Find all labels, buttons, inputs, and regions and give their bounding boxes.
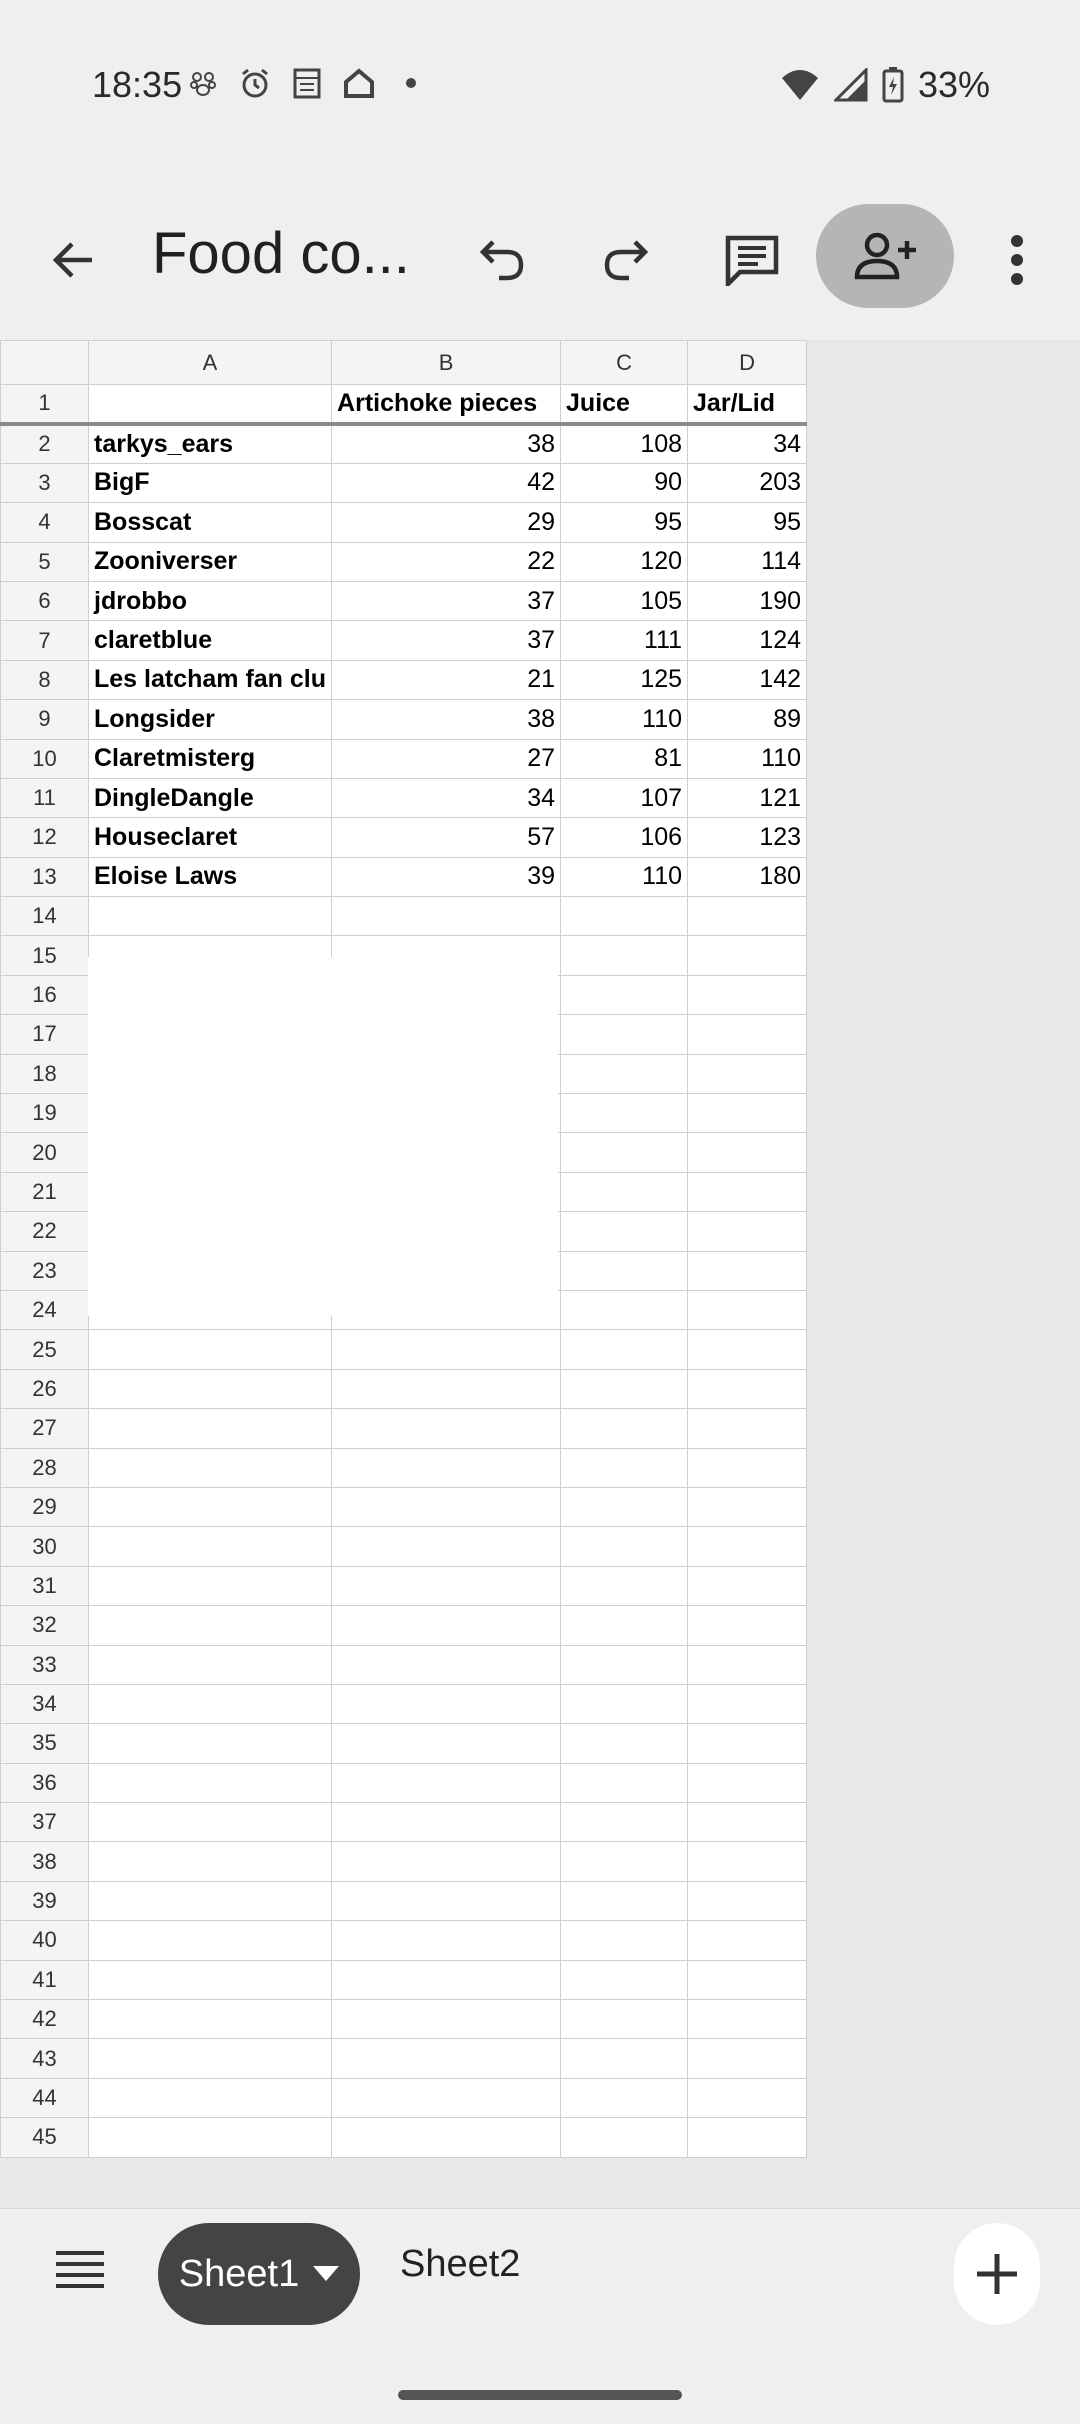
row-header[interactable]: 14 <box>1 897 89 936</box>
row-header[interactable]: 30 <box>1 1527 89 1566</box>
cell-d[interactable] <box>688 1448 807 1487</box>
cell-c[interactable] <box>561 1566 688 1605</box>
cell-d[interactable]: 121 <box>688 778 807 817</box>
blank-overlay-area <box>88 957 558 1316</box>
tab-sheet1[interactable] <box>158 2223 360 2325</box>
cell-a[interactable] <box>89 897 332 936</box>
cell-c[interactable]: 106 <box>561 818 688 857</box>
table-row[interactable] <box>1 1724 807 1763</box>
cell-d[interactable]: 180 <box>688 857 807 896</box>
undo-icon <box>477 238 527 282</box>
redo-button[interactable] <box>584 180 668 340</box>
cell-d[interactable] <box>688 1803 807 1842</box>
cell-b[interactable] <box>332 1369 561 1408</box>
cell-c[interactable] <box>561 1763 688 1802</box>
row-header[interactable]: 20 <box>1 1133 89 1172</box>
cell-a[interactable]: DingleDangle <box>89 778 332 817</box>
cell-c[interactable] <box>561 1803 688 1842</box>
row-header[interactable]: 1 <box>1 385 89 424</box>
cell-a[interactable] <box>89 1921 332 1960</box>
cell-a[interactable] <box>89 1684 332 1723</box>
cell-d[interactable]: 142 <box>688 660 807 699</box>
cell-a[interactable] <box>89 1724 332 1763</box>
cell-a[interactable] <box>89 1881 332 1920</box>
list-icon <box>54 2249 106 2293</box>
cell-d[interactable] <box>688 1290 807 1329</box>
table-row[interactable] <box>1 1803 807 1842</box>
row-header[interactable]: 42 <box>1 2000 89 2039</box>
column-header-a[interactable]: A <box>89 341 332 385</box>
cell-b[interactable] <box>332 1487 561 1526</box>
cell-c[interactable]: 110 <box>561 700 688 739</box>
table-row[interactable] <box>1 1566 807 1605</box>
row-header[interactable]: 32 <box>1 1606 89 1645</box>
cell-d[interactable]: 110 <box>688 739 807 778</box>
cell-c[interactable] <box>561 1133 688 1172</box>
cell-d[interactable] <box>688 1487 807 1526</box>
more-options-button[interactable] <box>990 180 1044 340</box>
cell-d[interactable] <box>688 2078 807 2117</box>
table-row[interactable] <box>1 621 807 660</box>
table-row[interactable] <box>1 2000 807 2039</box>
cell-c[interactable]: 110 <box>561 857 688 896</box>
cell-c[interactable]: 120 <box>561 542 688 581</box>
cell-b[interactable] <box>332 897 561 936</box>
cell-c[interactable] <box>561 2118 688 2157</box>
table-row[interactable] <box>1 1409 807 1448</box>
cell-a[interactable] <box>89 1803 332 1842</box>
cell-a[interactable] <box>89 2078 332 2117</box>
cell-d[interactable]: 123 <box>688 818 807 857</box>
cell-a[interactable]: jdrobbo <box>89 581 332 620</box>
cell-a[interactable] <box>89 1606 332 1645</box>
cell-d[interactable]: Jar/Lid <box>688 385 807 424</box>
cell-a[interactable] <box>89 1842 332 1881</box>
row-header[interactable]: 7 <box>1 621 89 660</box>
select-all-corner[interactable] <box>1 341 89 385</box>
cell-b[interactable] <box>332 2000 561 2039</box>
cell-d[interactable] <box>688 1842 807 1881</box>
cell-b[interactable] <box>332 1527 561 1566</box>
add-person-icon <box>853 231 917 281</box>
cell-b[interactable]: 34 <box>332 778 561 817</box>
cell-c[interactable] <box>561 1881 688 1920</box>
paw-icon <box>188 68 218 98</box>
table-row[interactable] <box>1 1842 807 1881</box>
cell-a[interactable] <box>89 1487 332 1526</box>
cell-d[interactable] <box>688 1684 807 1723</box>
cell-b[interactable]: 42 <box>332 463 561 502</box>
cell-b[interactable] <box>332 1960 561 1999</box>
cell-a[interactable] <box>89 385 332 424</box>
cell-b[interactable] <box>332 1566 561 1605</box>
cell-b[interactable]: 27 <box>332 739 561 778</box>
sheet-tabs-bar <box>0 2208 1080 2339</box>
cell-c[interactable] <box>561 936 688 975</box>
table-row[interactable] <box>1 1881 807 1920</box>
cell-c[interactable] <box>561 1094 688 1133</box>
cell-d[interactable]: 203 <box>688 463 807 502</box>
table-row[interactable] <box>1 1369 807 1408</box>
cell-a[interactable]: claretblue <box>89 621 332 660</box>
plus-icon <box>975 2252 1019 2296</box>
row-header[interactable]: 18 <box>1 1054 89 1093</box>
row-header[interactable]: 15 <box>1 936 89 975</box>
cell-a[interactable] <box>89 1566 332 1605</box>
row-header[interactable]: 39 <box>1 1881 89 1920</box>
cell-b[interactable] <box>332 1921 561 1960</box>
column-header-d[interactable]: D <box>688 341 807 385</box>
cell-d[interactable] <box>688 2118 807 2157</box>
alarm-icon <box>238 66 272 100</box>
row-header[interactable]: 26 <box>1 1369 89 1408</box>
cell-a[interactable] <box>89 1330 332 1369</box>
signal-icon <box>834 68 868 102</box>
cell-a[interactable] <box>89 1763 332 1802</box>
table-row[interactable] <box>1 1960 807 1999</box>
cell-d[interactable] <box>688 1133 807 1172</box>
cell-d[interactable]: 89 <box>688 700 807 739</box>
cell-c[interactable]: 90 <box>561 463 688 502</box>
row-header[interactable]: 17 <box>1 1015 89 1054</box>
cell-a[interactable]: Zooniverser <box>89 542 332 581</box>
cell-b[interactable]: 38 <box>332 700 561 739</box>
cell-d[interactable] <box>688 1527 807 1566</box>
cell-b[interactable] <box>332 2118 561 2157</box>
cell-c[interactable]: 105 <box>561 581 688 620</box>
cell-a[interactable]: Bosscat <box>89 503 332 542</box>
row-header[interactable]: 24 <box>1 1290 89 1329</box>
cell-d[interactable] <box>688 975 807 1014</box>
row-header[interactable]: 22 <box>1 1212 89 1251</box>
row-header[interactable]: 28 <box>1 1448 89 1487</box>
cell-c[interactable]: 81 <box>561 739 688 778</box>
cell-d[interactable] <box>688 1212 807 1251</box>
cell-d[interactable] <box>688 1054 807 1093</box>
undo-button[interactable] <box>460 180 544 340</box>
table-row[interactable] <box>1 542 807 581</box>
spreadsheet-grid[interactable] <box>0 340 1080 2208</box>
more-vert-icon <box>1010 235 1024 285</box>
cell-b[interactable] <box>332 1842 561 1881</box>
add-sheet-button[interactable] <box>954 2223 1040 2325</box>
row-header[interactable]: 29 <box>1 1487 89 1526</box>
cell-a[interactable]: BigF <box>89 463 332 502</box>
cell-c[interactable] <box>561 1645 688 1684</box>
dropdown-arrow-icon <box>313 2266 339 2282</box>
cell-d[interactable]: 34 <box>688 424 807 463</box>
table-row[interactable] <box>1 857 807 896</box>
row-header[interactable]: 36 <box>1 1763 89 1802</box>
cell-c[interactable] <box>561 1015 688 1054</box>
cell-d[interactable] <box>688 1763 807 1802</box>
column-header-b[interactable]: B <box>332 341 561 385</box>
cell-d[interactable] <box>688 1409 807 1448</box>
cell-d[interactable] <box>688 2039 807 2078</box>
cell-b[interactable] <box>332 1448 561 1487</box>
cell-c[interactable] <box>561 1448 688 1487</box>
status-bar <box>0 0 1080 180</box>
table-row[interactable] <box>1 818 807 857</box>
cell-b[interactable]: 37 <box>332 621 561 660</box>
cell-a[interactable] <box>89 1645 332 1684</box>
cell-c[interactable] <box>561 1369 688 1408</box>
cell-d[interactable] <box>688 1015 807 1054</box>
cell-c[interactable] <box>561 1842 688 1881</box>
status-time: 18:35 <box>92 64 183 105</box>
cell-b[interactable] <box>332 1724 561 1763</box>
redo-icon <box>601 238 651 282</box>
table-row[interactable] <box>1 778 807 817</box>
row-header[interactable]: 10 <box>1 739 89 778</box>
cell-b[interactable] <box>332 1606 561 1645</box>
row-header[interactable]: 3 <box>1 463 89 502</box>
cell-d[interactable] <box>688 1330 807 1369</box>
cell-c[interactable] <box>561 2000 688 2039</box>
table-row[interactable] <box>1 1645 807 1684</box>
table-row[interactable] <box>1 463 807 502</box>
calendar-icon <box>292 66 322 100</box>
wifi-icon <box>780 68 820 102</box>
back-arrow-icon <box>50 236 98 284</box>
row-header[interactable]: 31 <box>1 1566 89 1605</box>
cell-b[interactable] <box>332 1763 561 1802</box>
cell-d[interactable] <box>688 1369 807 1408</box>
cell-c[interactable] <box>561 897 688 936</box>
cell-a[interactable] <box>89 1527 332 1566</box>
cell-d[interactable] <box>688 1645 807 1684</box>
cell-c[interactable] <box>561 1251 688 1290</box>
row-header[interactable]: 34 <box>1 1684 89 1723</box>
row-header[interactable]: 13 <box>1 857 89 896</box>
share-button[interactable] <box>816 204 954 308</box>
row-header[interactable]: 16 <box>1 975 89 1014</box>
cell-d[interactable] <box>688 936 807 975</box>
cell-c[interactable]: 95 <box>561 503 688 542</box>
row-header[interactable]: 38 <box>1 1842 89 1881</box>
table-row[interactable] <box>1 385 807 424</box>
document-title[interactable]: Food co... <box>152 221 410 286</box>
cell-a[interactable] <box>89 2039 332 2078</box>
row-header[interactable]: 33 <box>1 1645 89 1684</box>
table-row[interactable] <box>1 2039 807 2078</box>
row-header[interactable]: 11 <box>1 778 89 817</box>
cell-c[interactable] <box>561 1172 688 1211</box>
row-header[interactable]: 6 <box>1 581 89 620</box>
table-row[interactable] <box>1 739 807 778</box>
column-header-c[interactable]: C <box>561 341 688 385</box>
cell-d[interactable] <box>688 1094 807 1133</box>
cell-c[interactable]: Juice <box>561 385 688 424</box>
cell-b[interactable]: 37 <box>332 581 561 620</box>
cell-b[interactable]: Artichoke pieces <box>332 385 561 424</box>
cell-d[interactable] <box>688 1881 807 1920</box>
row-header[interactable]: 5 <box>1 542 89 581</box>
row-header[interactable]: 41 <box>1 1960 89 1999</box>
table-row[interactable] <box>1 660 807 699</box>
more-notifications-dot <box>406 78 416 88</box>
cell-a[interactable] <box>89 2118 332 2157</box>
table-row[interactable] <box>1 424 807 463</box>
cell-c[interactable] <box>561 1409 688 1448</box>
cell-c[interactable] <box>561 1290 688 1329</box>
cell-a[interactable]: Les latcham fan clu <box>89 660 332 699</box>
cell-b[interactable] <box>332 1803 561 1842</box>
cell-b[interactable]: 39 <box>332 857 561 896</box>
battery-icon <box>882 67 904 103</box>
cell-a[interactable]: Eloise Laws <box>89 857 332 896</box>
row-header[interactable]: 8 <box>1 660 89 699</box>
table-row[interactable] <box>1 700 807 739</box>
cell-c[interactable] <box>561 1960 688 1999</box>
cell-d[interactable]: 114 <box>688 542 807 581</box>
tab-sheet2[interactable]: Sheet2 <box>400 2243 521 2285</box>
cell-c[interactable]: 107 <box>561 778 688 817</box>
cell-c[interactable] <box>561 2078 688 2117</box>
cell-a[interactable]: Claretmisterg <box>89 739 332 778</box>
cell-d[interactable] <box>688 1606 807 1645</box>
row-header[interactable]: 25 <box>1 1330 89 1369</box>
cell-c[interactable]: 125 <box>561 660 688 699</box>
battery-percentage: 33% <box>917 64 990 105</box>
cell-a[interactable] <box>89 1369 332 1408</box>
table-row[interactable] <box>1 503 807 542</box>
cell-c[interactable] <box>561 1724 688 1763</box>
cell-d[interactable] <box>688 1172 807 1211</box>
cell-c[interactable]: 108 <box>561 424 688 463</box>
cell-d[interactable] <box>688 1251 807 1290</box>
row-header[interactable]: 23 <box>1 1251 89 1290</box>
cell-b[interactable]: 29 <box>332 503 561 542</box>
cell-b[interactable] <box>332 2039 561 2078</box>
cell-b[interactable]: 22 <box>332 542 561 581</box>
cell-d[interactable] <box>688 1724 807 1763</box>
cell-c[interactable] <box>561 1487 688 1526</box>
cell-d[interactable] <box>688 2000 807 2039</box>
row-header[interactable]: 44 <box>1 2078 89 2117</box>
table-row[interactable] <box>1 1448 807 1487</box>
cell-b[interactable] <box>332 1684 561 1723</box>
row-header[interactable]: 27 <box>1 1409 89 1448</box>
comments-button[interactable] <box>710 180 794 340</box>
cell-a[interactable] <box>89 2000 332 2039</box>
cell-d[interactable] <box>688 1960 807 1999</box>
table-row[interactable] <box>1 2118 807 2157</box>
table-row[interactable] <box>1 2078 807 2117</box>
cell-a[interactable]: tarkys_ears <box>89 424 332 463</box>
table-row[interactable] <box>1 1330 807 1369</box>
cell-d[interactable] <box>688 1566 807 1605</box>
cell-d[interactable] <box>688 1921 807 1960</box>
cell-b[interactable] <box>332 1409 561 1448</box>
cell-b[interactable]: 38 <box>332 424 561 463</box>
cell-d[interactable]: 124 <box>688 621 807 660</box>
home-gesture-handle[interactable] <box>398 2390 682 2400</box>
row-header[interactable]: 4 <box>1 503 89 542</box>
cell-a[interactable] <box>89 1448 332 1487</box>
cell-b[interactable] <box>332 1881 561 1920</box>
row-header[interactable]: 9 <box>1 700 89 739</box>
row-header[interactable]: 19 <box>1 1094 89 1133</box>
cell-b[interactable]: 21 <box>332 660 561 699</box>
cell-a[interactable] <box>89 1960 332 1999</box>
row-header[interactable]: 35 <box>1 1724 89 1763</box>
cell-a[interactable] <box>89 1409 332 1448</box>
all-sheets-button[interactable] <box>54 2249 106 2298</box>
cell-c[interactable] <box>561 1527 688 1566</box>
comment-icon <box>724 234 780 286</box>
back-button[interactable] <box>32 180 116 340</box>
cell-c[interactable] <box>561 975 688 1014</box>
cell-a[interactable]: Longsider <box>89 700 332 739</box>
row-header[interactable]: 43 <box>1 2039 89 2078</box>
cell-d[interactable]: 190 <box>688 581 807 620</box>
cell-c[interactable] <box>561 2039 688 2078</box>
navigation-bar <box>0 2338 1080 2424</box>
cell-c[interactable] <box>561 1212 688 1251</box>
row-header[interactable]: 40 <box>1 1921 89 1960</box>
cell-c[interactable] <box>561 1054 688 1093</box>
cell-c[interactable] <box>561 1330 688 1369</box>
cell-a[interactable]: Houseclaret <box>89 818 332 857</box>
table-row[interactable] <box>1 1763 807 1802</box>
table-row[interactable] <box>1 1487 807 1526</box>
cell-b[interactable] <box>332 1645 561 1684</box>
cell-b[interactable] <box>332 1330 561 1369</box>
table-row[interactable] <box>1 897 807 936</box>
row-header[interactable]: 2 <box>1 424 89 463</box>
cell-c[interactable]: 111 <box>561 621 688 660</box>
home-icon <box>342 67 376 99</box>
cell-d[interactable] <box>688 897 807 936</box>
cell-b[interactable] <box>332 2078 561 2117</box>
table-row[interactable] <box>1 1527 807 1566</box>
table-row[interactable] <box>1 1606 807 1645</box>
row-header[interactable]: 12 <box>1 818 89 857</box>
row-header[interactable]: 21 <box>1 1172 89 1211</box>
row-header[interactable]: 45 <box>1 2118 89 2157</box>
cell-c[interactable] <box>561 1921 688 1960</box>
table-row[interactable] <box>1 1921 807 1960</box>
row-header[interactable]: 37 <box>1 1803 89 1842</box>
cell-c[interactable] <box>561 1684 688 1723</box>
tab-sheet1-label: Sheet1 <box>178 2252 300 2295</box>
cell-d[interactable]: 95 <box>688 503 807 542</box>
table-row[interactable] <box>1 1684 807 1723</box>
cell-c[interactable] <box>561 1606 688 1645</box>
cell-b[interactable]: 57 <box>332 818 561 857</box>
table-row[interactable] <box>1 581 807 620</box>
